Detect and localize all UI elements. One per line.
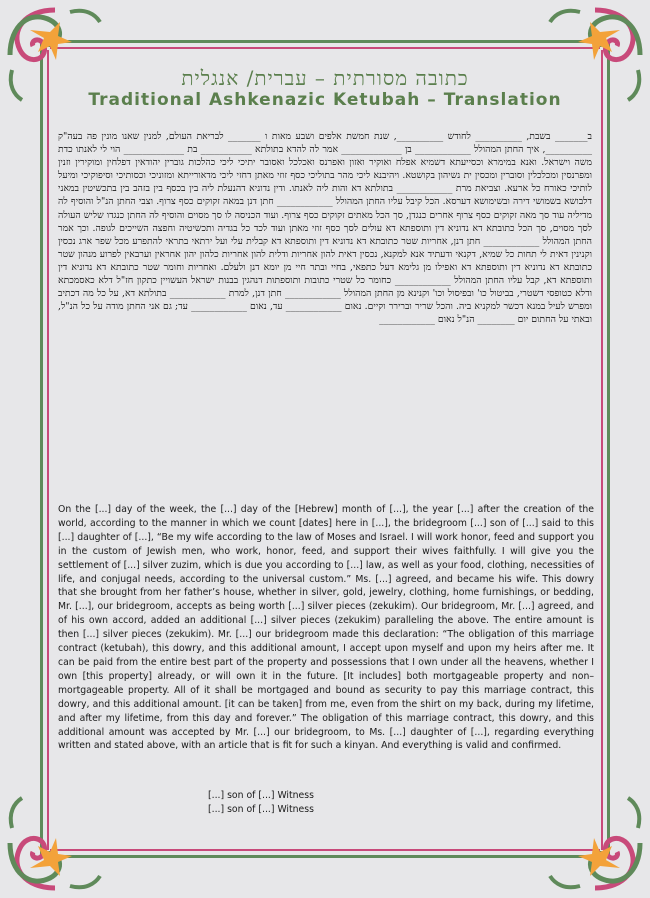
frame-right-inner-line xyxy=(601,50,603,850)
frame-bottom-line xyxy=(40,855,610,858)
hebrew-ketubah-text: ב_______ בשבת, __________ לחודש __________, שנת חמשת אלפים ושבע מאות ו _______ לבריאת העולם, למנין שאנו מונין פה בעה"ק __________, איך החתן המהולל ____________ בן _____________ אמר לה להדא בתולתא ___________ בת _____________ הוי לי לאנתו כדת משה וישראל. ואנא במימרא וכסייעתא דשמיא אפלח ואוקיר ואזון ואפרנס ואכלכל ואסובר יתיכי ליכי כהלכות גוברין יהודאין דפלחין ומוקירין וזנין ומפרנסין ומכלכלין וסוברין ומכסין ית נשיהון בקושטא. ויהיבנא ליכי מהר בתוליכי כסף זוזי מאתן דחזי ליכי מדאורייתא ומזוניכי וכסותיכי וסיפוקיכי ומיעל לותיכי כאורח כל ארעא. וצביאת מרת ____________ בתולתא דא והות ליה לאנתו. ודין נדוניא דהנעלת ליה בין בכסף בין בזהב בין בתכשיטין במאני דלבושא בשמושי דירה ובשימושא דערסא. הכל קיבל עליו החתן המהולל ____________ חתן דנן במאה זקוקים כסף צרוף. וצבי החתן הנ"ל והוסיף לה מדיליה עוד סך מאה זקוקים כסף צרוף אחרים כנגדן, סך הכל מאתים זקוקים כסף צרוף. ועוד הכניסה לו סך מסוים והוסיף לה החתן כנגדו שליש העולה לסך מסוים, סך הכל כתובתא דא נדוניא דין ותוספתא דא עולים לסך כסף זוזי מאתן ועוד לכד כל בגדיה ותכשיטיה וחפצה השייכים לגופה. וכך אמר החתן המהולל ____________ חתן דנן, אחריות שטר כתובתא דא נדוניא דין ותוספתא דא קבלית עלי ועל ירתאי בתראי להתפרע מכל שפר ארג נכסין וקנינין דאית לי תחות כל שמיא, דקנאי ודעתיד אנא למקנא, נכסין דאית להון אחריות ודלית להון אחריות כלהון יהון אחראין וערבאין לפרוע מנהון שטר כתובתא דא נדוניא דין ותוספתא דא ואפילו מן גלימא דעל כתפאי, בחיי ובתר חיי מן יומא דנן ולעלם. ואחריות וחומר שטר כתובתא דא נדוניא דין ותוספתא דא, קבל עליו החתן המהולל ____________ כחומר כל שטרי כתובות ותוספתות דנהגין בבנות ישראל העשויין כתקון חז"ל דלא כאסמכתא ודלא כטופסי דשטרי, בביטול כו' ובפיסול וכו' וקנינא מן החתן המהולל ____________ חתן דנן, למרת ____________ בתולתא דא, על כל מה דכתיב ומפרש לעיל במנא דכשר למקניא ביה. והכל שריר וברירר וקיים. נאום ____________ עד, נאום ____________ עד; גם אני החתן מודה על כל הנ"ל, ובאתי על החתום יום ________ הנ"ל נאום ____________ xyxy=(58,131,592,326)
witness-block xyxy=(58,789,594,817)
frame-left-line xyxy=(40,40,43,858)
title-english: Traditional Ashkenazic Ketubah – Translation xyxy=(88,90,562,110)
english-translation-text: On the [...] day of the week, the [...] day of the [Hebrew] month of [...], the year [...] after the creation of the world, according to the manner in which we count [dates] here in [...], the bridegroom [...] son of [...] said to this [...] daughter of [...], “Be my wife according to the law of Moses and Israel. I will work honor, feed and support you in the custom of Jewish men, who work, honor, feed, and support their wives faithfully. I will give you the settlement of [...] silver zuzim, which is due you according to [...] law, as well as your food, clothing, necessities of life, and conjugal needs, according to the universal custom.” Ms. [...] agreed, and became his wife. This dowry that she brought from her father’s house, whether in silver, gold, jewelry, clothing, home furnishings, or bedding, Mr. [...], our bridegroom, accepts as being worth [...] silver pieces (zekukim). Our bridegroom, Mr. [...] agreed, and of his own accord, added an additional [...] silver pieces (zekukim) paralleling the above. The entire amount is then [...] silver pieces (zekukim). Mr. [...] our bridegroom made this declaration: “The obligation of this marriage contract (ketubah), this dowry, and this additional amount, I accept upon myself and upon my heirs after me. It can be paid from the entire best part of the property and possessions that I own under all the heavens, whether I own [this property] already, or will own it in the future. [It includes] both mortgageable property and non–mortgageable property. All of it shall be mortgaged and bound as security to pay this marriage contract, this dowry, and this additional amount. [it can be taken] from me, even from the shirt on my back, during my lifetime, and after my lifetime, from this day and forever.” The obligation of this marriage contract, this dowry, and this additional amount was accepted by Mr. [...] our bridegroom, to Ms. [...] daughter of [...], regarding everything written and stated above, with an article that is fit for such a kinyan. And everything is valid and confirmed. xyxy=(58,504,594,752)
frame-bottom-inner-line xyxy=(50,849,600,851)
frame-top-line xyxy=(40,40,610,43)
frame-left-inner-line xyxy=(47,50,49,850)
frame-top-inner-line xyxy=(50,47,600,49)
frame-right-line xyxy=(607,40,610,858)
title-hebrew: כתובה מסורתית – עברית/ אנגלית xyxy=(181,66,469,90)
witness-line-1: [...] son of [...] Witness xyxy=(208,790,314,801)
witness-line-2: [...] son of [...] Witness xyxy=(208,803,314,815)
